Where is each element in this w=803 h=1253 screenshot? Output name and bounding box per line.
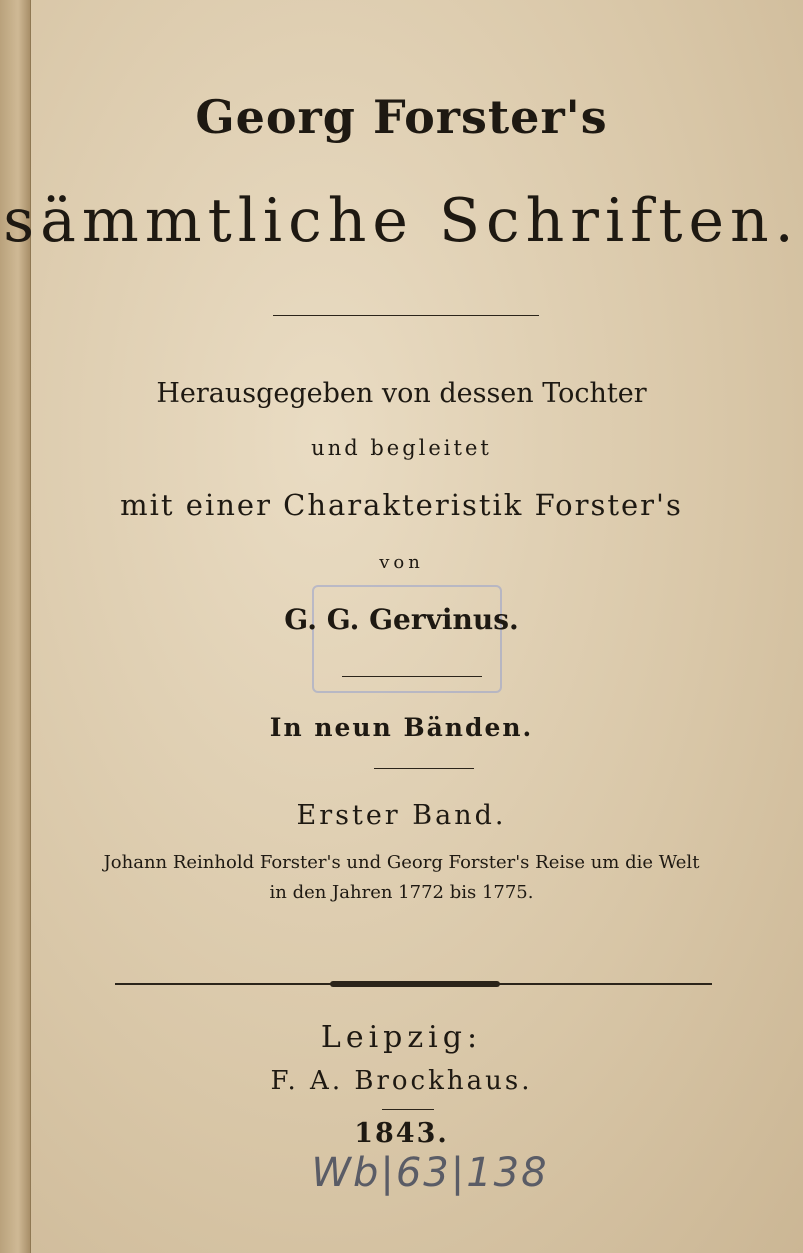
editor-line: Herausgegeben von dessen Tochter <box>156 378 647 409</box>
publication-year: 1843. <box>354 1118 449 1149</box>
divider-rule <box>342 676 482 677</box>
subtitle-line-2: in den Jahren 1772 bis 1775. <box>269 882 534 903</box>
work-title: sämmtliche Schriften. <box>3 186 800 256</box>
publisher-name: F. A. Brockhaus. <box>270 1066 533 1096</box>
place-of-publication: Leipzig: <box>320 1020 483 1055</box>
and-line: und begleitet <box>311 436 492 460</box>
critic-name: G. G. Gervinus. <box>284 603 519 636</box>
von-line: von <box>379 552 424 573</box>
divider-rule <box>382 1109 434 1110</box>
handwritten-shelfmark: Wb|63|138 <box>311 1150 549 1196</box>
volume-count: In neun Bänden. <box>269 713 534 742</box>
thick-divider-swell <box>330 981 500 987</box>
subtitle-line-1: Johann Reinhold Forster's und Georg Forster's Reise um die Welt <box>103 852 700 873</box>
author-heading: Georg Forster's <box>195 90 608 144</box>
characteristic-line: mit einer Charakteristik Forster's <box>120 488 683 522</box>
divider-rule <box>273 315 539 316</box>
divider-rule <box>374 768 474 769</box>
volume-label: Erster Band. <box>296 800 507 831</box>
